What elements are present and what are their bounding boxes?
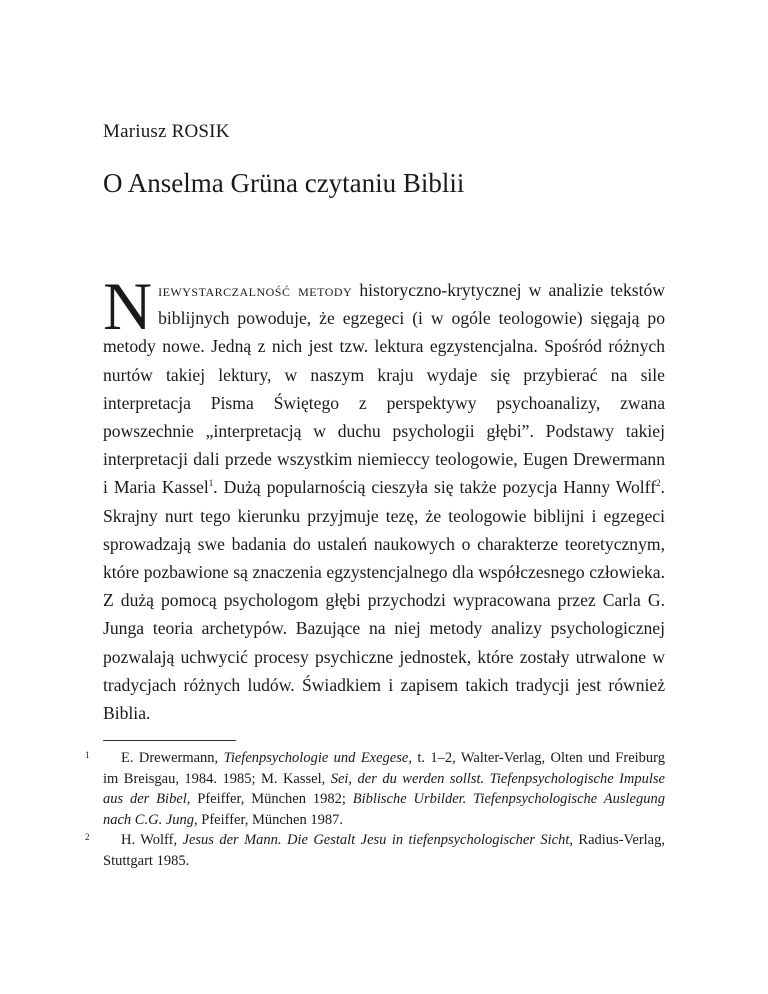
body-text-segment: historyczno-krytycznej w analizie tekstów biblijnych powoduje, że egzegeci (i w ogóle teologowie) sięgają po metody nowe. Jedną z nich jest tzw. lektura egzystencjalna. Spośród różnych nurtów takiej lektury, w naszym kraju wydaje się przybierać na sile interpretacja Pisma Świętego z perspektywy psychoanalizy, zwana powszechnie „interpretacją w duchu psychologii głębi”. Podstawy takiej interpretacji dali przede wszystkim niemieccy teologowie, Eugen Drewermann i Maria Kassel [103, 280, 665, 498]
footnote-italic-title: Tiefenpsychologie und Exegese [223, 750, 409, 766]
footnote-text: , Pfeiffer, München 1987. [194, 811, 343, 828]
lead-smallcaps: iewystarczalność metody [158, 280, 353, 300]
footnotes [85, 748, 665, 871]
footnote-text: , t. 1–2, Walter-Verlag, Olten und Freiburg im Breisgau, 1984. 1985; M. Kassel, [103, 750, 665, 787]
author-name: Mariusz ROSIK [103, 121, 230, 142]
body-paragraph [103, 268, 665, 727]
footnote-number: 1 [85, 750, 90, 760]
article-title: O Anselma Grüna czytaniu Biblii [103, 168, 465, 198]
body-text-segment: . Skrajny nurt tego kierunku przyjmuje tezę, że teologowie biblijni i egzegeci sprowadzają swe badania do ustaleń naukowych o charakterze teoretycznym, które pozbawione są znaczenia egzystencjalnego dla współczesnego człowieka. Z dużą pomocą psychologom głębi przychodzi wypracowana przez Carla G. Junga teoria archetypów. Bazujące na niej metody analizy psychologicznej pozwalają uchwycić procesy psychiczne jednostek, które zostały utrwalone w tradycjach różnych ludów. Świadkiem i zapisem takich tradycji jest również Biblia. [103, 477, 665, 724]
footnote [85, 748, 665, 830]
footnote-ref[interactable]: 1 [208, 478, 214, 489]
footnote-text: , Radius-Verlag, Stuttgart 1985. [103, 832, 665, 869]
footnote-text: H. Wolff, [121, 832, 183, 848]
drop-cap: N [103, 268, 153, 344]
footnote-italic-title: Biblische Urbilder. Tiefenpsychologische Auslegung nach C.G. Jung [103, 791, 665, 828]
footnote [85, 830, 665, 871]
footnote-number: 2 [85, 832, 90, 842]
footnote-italic-title: Jesus der Mann. Die Gestalt Jesu in tiefenpsychologischer Sicht [182, 832, 570, 848]
footnote-divider [103, 740, 236, 741]
body-text-segment: . Dużą popularnością cieszyła się także pozycja Hanny Wolff [213, 477, 657, 498]
footnote-text: E. Drewermann, [121, 750, 224, 766]
footnote-ref[interactable]: 2 [656, 478, 661, 489]
footnote-text: , Pfeiffer, München 1982; [186, 791, 353, 807]
footnote-italic-title: Sei, der du werden sollst. Tiefenpsychologische Impulse aus der Bibel [103, 770, 665, 807]
